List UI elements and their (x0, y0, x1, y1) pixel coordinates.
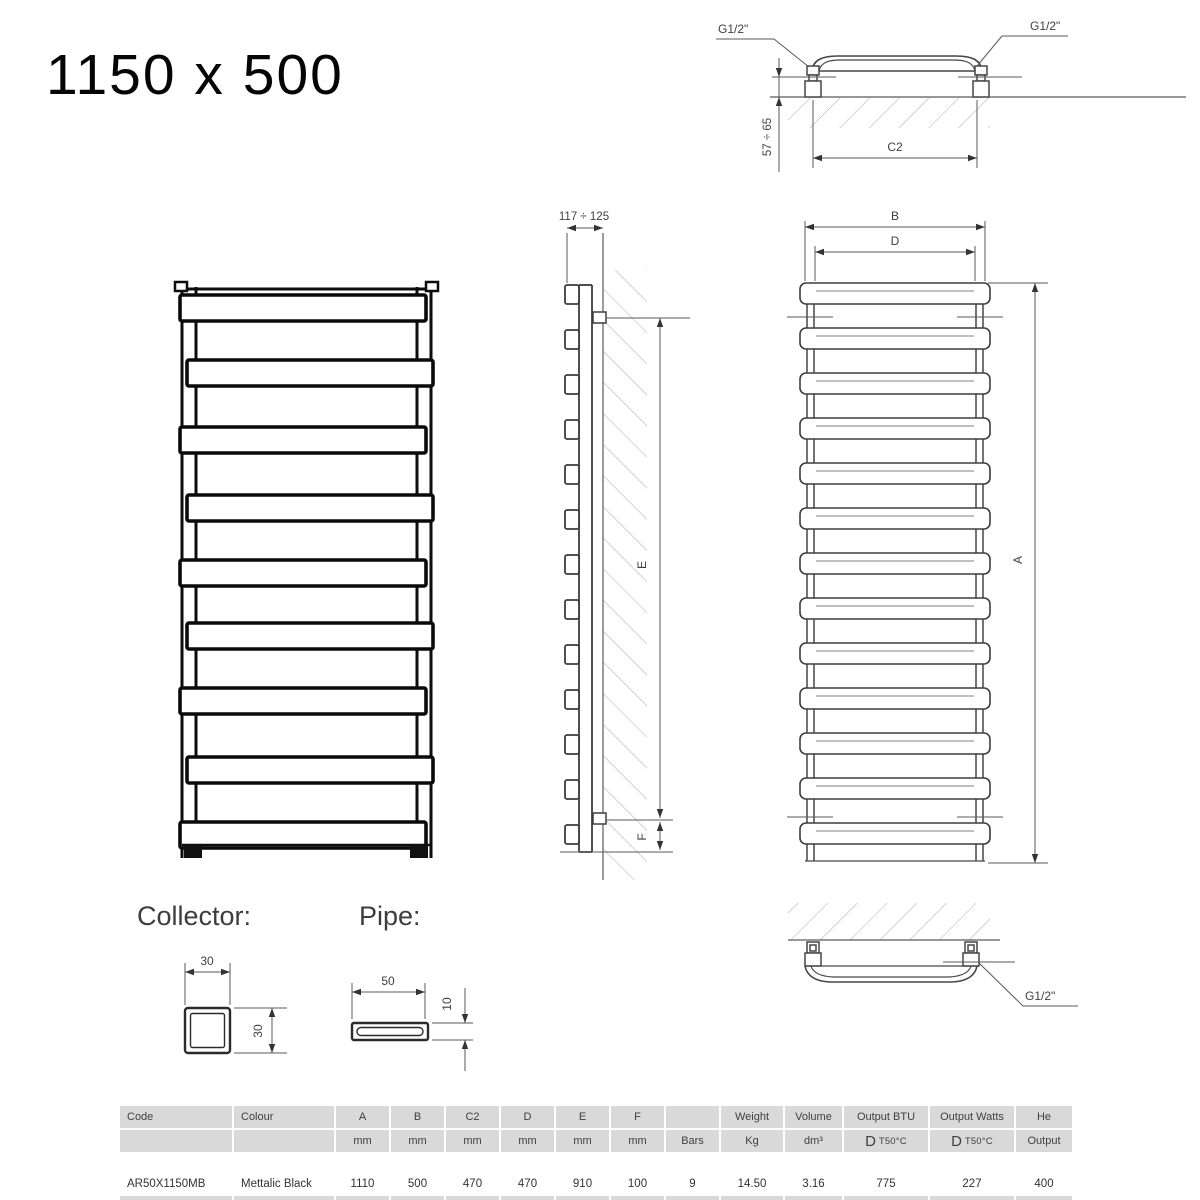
thread-label-top-right: G1/2" (1030, 19, 1061, 33)
dim-depth-label: 117 ÷ 125 (558, 211, 610, 223)
pipe-fitting-left (805, 942, 821, 966)
table-header-cell: mm (611, 1130, 664, 1152)
table-header-cell (120, 1130, 232, 1152)
dim-b-label: B (890, 209, 900, 223)
towel-bars (800, 283, 990, 844)
table-header-cell: Volume (785, 1106, 842, 1128)
dim-f-label: F (635, 833, 649, 841)
table-cell: 500 (391, 1175, 444, 1193)
table-cell: 9 (666, 1175, 719, 1193)
table-footer-cell (666, 1196, 719, 1200)
table-footer-cell (336, 1196, 389, 1200)
table-row (120, 1106, 1080, 1128)
bottom-connection-detail-drawing (778, 893, 1200, 1028)
collector-label: Collector: (137, 901, 252, 931)
table-header-cell: A (336, 1106, 389, 1128)
spec-table (120, 1106, 1080, 1200)
table-header-cell: Output Watts (930, 1106, 1014, 1128)
table-row (120, 1175, 1080, 1193)
table-header-cell: C2 (446, 1106, 499, 1128)
table-header-cell: dm³ (785, 1130, 842, 1152)
side-view-drawing (538, 193, 703, 893)
bracket-top (593, 312, 606, 323)
table-footer-cell (785, 1196, 842, 1200)
table-header-cell: Output (1016, 1130, 1072, 1152)
table-row (120, 1196, 1080, 1200)
table-header-cell (666, 1106, 719, 1128)
table-header-cell: F (611, 1106, 664, 1128)
table-cell: 910 (556, 1175, 609, 1193)
table-cell: AR50X1150MB (120, 1175, 232, 1193)
collector-width-label: 30 (200, 954, 214, 968)
table-footer-cell (120, 1196, 232, 1200)
table-row (120, 1130, 1080, 1152)
table-cell: 775 (844, 1175, 928, 1193)
table-header-cell: Bars (666, 1130, 719, 1152)
dim-d-label: D (890, 234, 900, 248)
pipe-fitting-left (805, 66, 821, 97)
table-header-cell: Colour (234, 1106, 334, 1128)
collector-height-label: 30 (251, 1024, 265, 1038)
foot-left (184, 845, 202, 858)
table-header-cell: Output BTU (844, 1106, 928, 1128)
table-cell: 100 (611, 1175, 664, 1193)
table-cell: 400 (1016, 1175, 1072, 1193)
table-footer-cell (234, 1196, 334, 1200)
table-footer-cell (556, 1196, 609, 1200)
table-footer-cell (930, 1196, 1014, 1200)
dim-e-label: E (635, 560, 649, 570)
dimensioned-front-view-drawing (778, 193, 1078, 893)
bar-stubs (565, 285, 579, 844)
dim-wall-offset-label: 57 ÷ 65 (762, 117, 774, 157)
table-cell: 3.16 (785, 1175, 842, 1193)
wall-hatch (603, 270, 647, 880)
bracket-bottom (593, 813, 606, 824)
panel-profile (579, 285, 592, 852)
table-footer-cell (1016, 1196, 1072, 1200)
table-cell: 227 (930, 1175, 1014, 1193)
table-header-cell: mm (556, 1130, 609, 1152)
dim-a-label: A (1011, 555, 1025, 565)
foot-right (410, 845, 428, 858)
page-title: 1150 x 500 (46, 43, 344, 107)
pipe-label: Pipe: (359, 901, 421, 931)
table-header-cell: D T50°C (844, 1130, 928, 1152)
table-header-cell: E (556, 1106, 609, 1128)
dim-c2-label: C2 (887, 140, 903, 154)
table-footer-cell (844, 1196, 928, 1200)
table-cell: 470 (446, 1175, 499, 1193)
table-cell: 1110 (336, 1175, 389, 1193)
table-header-cell: He (1016, 1106, 1072, 1128)
table-footer-cell (721, 1196, 783, 1200)
table-header-cell: mm (391, 1130, 444, 1152)
pipe-profile-drawing (340, 933, 520, 1073)
table-header-cell: Weight (721, 1106, 783, 1128)
pipe-fitting-right (973, 66, 989, 97)
table-header-cell: mm (336, 1130, 389, 1152)
table-header-cell: Code (120, 1106, 232, 1128)
table-header-cell: D T50°C (930, 1130, 1014, 1152)
table-footer-cell (611, 1196, 664, 1200)
table-header-cell: Kg (721, 1130, 783, 1152)
table-header-cell: mm (446, 1130, 499, 1152)
thread-label-top-left: G1/2" (718, 22, 749, 36)
wall-hatch (788, 98, 990, 128)
pipe-height-label: 10 (440, 997, 454, 1011)
collector-profile-drawing (150, 933, 320, 1088)
table-header-cell: D (501, 1106, 554, 1128)
table-footer-cell (391, 1196, 444, 1200)
table-header-cell (234, 1130, 334, 1152)
table-footer-cell (446, 1196, 499, 1200)
bar-profile (812, 56, 982, 71)
table-cell: 470 (501, 1175, 554, 1193)
wall-hatch (788, 903, 990, 940)
bar-profile (805, 966, 977, 982)
pipe-width-label: 50 (381, 974, 395, 988)
thread-label-bottom: G1/2" (1025, 989, 1056, 1003)
table-cell: Mettalic Black (234, 1175, 334, 1193)
table-cell: 14.50 (721, 1175, 783, 1193)
top-connection-detail-drawing (700, 0, 1200, 185)
front-view-drawing (158, 273, 458, 873)
table-header-cell: B (391, 1106, 444, 1128)
table-header-cell: mm (501, 1130, 554, 1152)
towel-bars (180, 295, 433, 848)
table-footer-cell (501, 1196, 554, 1200)
